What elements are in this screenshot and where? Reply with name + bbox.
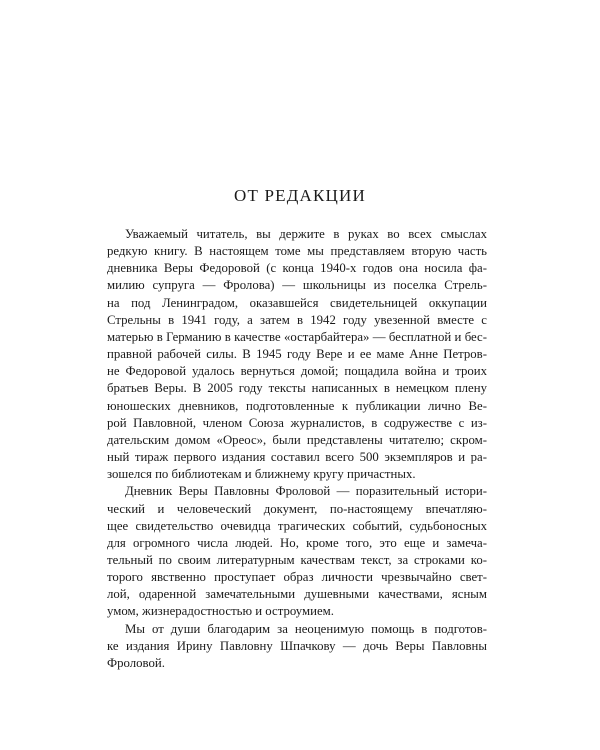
text-line: Уважаемый читатель, вы держите в руках во всех смыслах [125,227,487,241]
paragraph-1 [107,226,487,483]
text-line: Дневник Веры Павловны Фроловой — поразительный истори- [125,484,487,499]
text-line: тельный по своим литературным качествам текст, за строками ко- [107,552,487,567]
body-text [107,226,487,672]
page-heading: ОТ РЕДАКЦИИ [234,186,366,205]
text-line: дневника Веры Федоровой (с конца 1940-х годов она носила фа- [107,261,487,276]
text-line: правной рабочей силы. В 1945 году Вере и ее маме Анне Петров- [107,347,487,362]
text-line: юношеских дневников, подготовленные к публикации лично Ве- [107,398,487,413]
text-line: милию супруга — Фролова) — школьницы из поселка Стрель- [107,278,487,293]
text-line: рой Павловной, членом Союза журналистов, в содружестве с из- [107,415,487,430]
text-line: щее свидетельство очевидца трагических событий, судьбоносных [107,518,487,533]
text-line: братьев Веры. В 2005 году тексты написанных в немецком плену [107,381,487,396]
text-line: на под Ленинградом, оказавшейся свидетельницей оккупации [107,295,487,310]
text-line: Фроловой. [107,655,165,670]
text-line: для огромного числа людей. Но, кроме того, это еще и замеча- [107,535,487,550]
paragraph-3 [107,621,487,672]
text-line: торого явственно проступает образ личности чрезвычайно свет- [107,570,487,585]
text-line: лой, одаренной замечательными душевными качествами, ясным [107,587,487,602]
text-line: редкую книгу. В настоящем томе мы представляем вторую часть [107,244,487,259]
text-line: Мы от души благодарим за неоценимую помощь в подготов- [125,621,487,636]
text-line: умом, жизнерадостностью и остроумием. [107,604,334,619]
text-line: Стрельны в 1941 году, а затем в 1942 году увезенной вместе с [107,312,487,327]
paragraph-2 [107,483,487,620]
text-line: ный тираж первого издания составил всего 500 экземпляров и ра- [107,450,487,465]
text-line: ческий и человеческий документ, по-настоящему впечатляю- [107,501,487,516]
text-line: не Федоровой удалось вернуться домой; пощадила война и троих [107,364,487,379]
text-line: зошелся по библиотекам и ближнему кругу причастных. [107,467,416,482]
text-line: матерью в Германию в качестве «остарбайтера» — бесплатной и бес- [107,329,488,344]
text-line: дательским домом «Ореос», были представлены читателю; скром- [107,432,487,447]
text-line: ке издания Ирину Павловну Шпачкову — дочь Веры Павловны [107,638,487,653]
